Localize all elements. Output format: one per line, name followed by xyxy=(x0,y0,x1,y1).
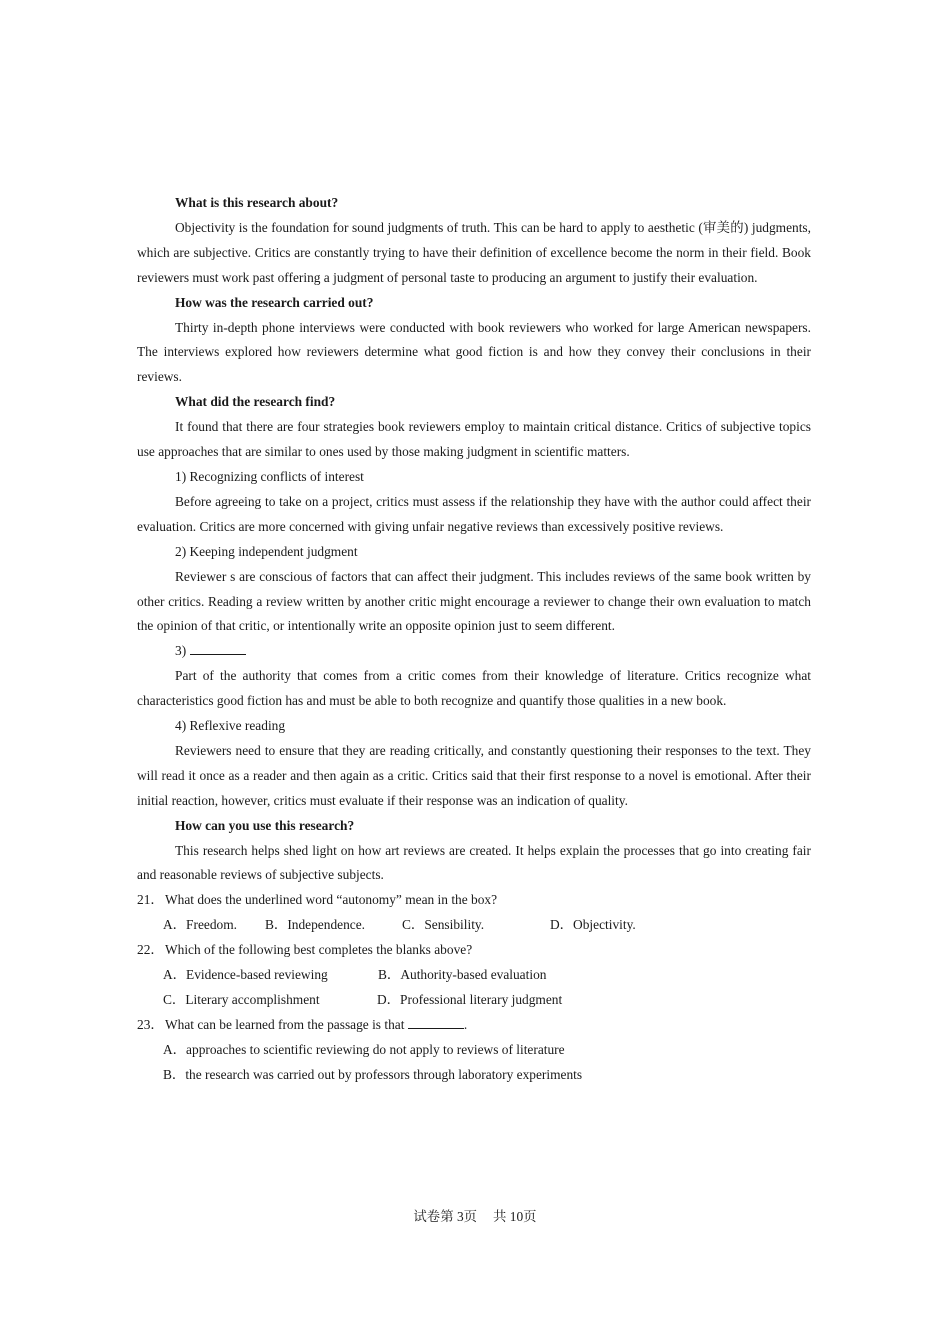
strategy-title: 4) Reflexive reading xyxy=(175,718,286,734)
option-b[interactable]: B．the research was carried out by professors through laboratory experiments xyxy=(163,1066,583,1082)
paragraph: Reviewers need to ensure that they are reading critically, and constantly questioning their responses to the text. They will read it once as a reader and then again as a critic. Critics said that their first response to a novel is emotional. After their initial reaction, however, critics must evaluate if their response was an indication of quality. xyxy=(137,742,811,808)
paragraph: Part of the authority that comes from a critic comes from their knowledge of literature. Critics recognize what characteristics good fiction has and must be able to both recognize and quantify those qualities in a new book. xyxy=(137,668,811,709)
option-d[interactable]: D．Objectivity. xyxy=(550,917,636,933)
strategy-number: 3) xyxy=(175,643,187,659)
page-number: 试卷第 3页 xyxy=(413,1209,478,1224)
answer-blank xyxy=(190,640,246,655)
option-c[interactable]: C．Sensibility. xyxy=(402,917,485,933)
answer-blank xyxy=(408,1014,464,1029)
page-total: 共 10页 xyxy=(493,1209,537,1224)
question-text: What can be learned from the passage is that xyxy=(165,1016,405,1032)
question-text: What does the underlined word “autonomy” mean in the box? xyxy=(165,892,498,908)
paragraph: This research helps shed light on how art reviews are created. It helps explain the processes that go into creating fair and reasonable reviews of subjective subjects. xyxy=(137,842,811,883)
question-22 xyxy=(137,938,811,963)
strategy-title: 2) Keeping independent judgment xyxy=(175,543,358,559)
option-b[interactable]: B．Independence. xyxy=(265,917,366,933)
page-footer xyxy=(0,1206,950,1225)
option-b[interactable]: B．Authority-based evaluation xyxy=(378,967,547,983)
question-text: Which of the following best completes the blanks above? xyxy=(165,942,473,958)
section-heading: How can you use this research? xyxy=(175,817,355,833)
options-23-row1 xyxy=(137,1038,811,1063)
question-number: 21． xyxy=(137,892,164,908)
option-a[interactable]: A．approaches to scientific reviewing do not apply to reviews of literature xyxy=(163,1041,565,1057)
options-22-row2 xyxy=(137,988,811,1013)
paragraph: It found that there are four strategies book reviewers employ to maintain critical distance. Critics of subjective topics use approaches that are similar to ones used by those making judgment in scientific matters. xyxy=(137,419,811,460)
option-c[interactable]: C．Literary accomplishment xyxy=(163,992,320,1007)
option-d[interactable]: D．Professional literary judgment xyxy=(377,992,563,1007)
passage-content xyxy=(137,191,811,1088)
strategy-title-blank xyxy=(137,639,811,664)
question-number: 22． xyxy=(137,942,164,958)
options-22-row1 xyxy=(137,963,811,988)
question-21 xyxy=(137,888,811,913)
question-text-end: . xyxy=(463,1016,468,1032)
section-heading: How was the research carried out? xyxy=(175,294,374,310)
paragraph: Reviewer s are conscious of factors that can affect their judgment. This includes reviews of the same book written by other critics. Reading a review written by another critic might encourage a reviewer to change their own evaluation to match the opinion of that critic, or intentionally write an opposite opinion just to seem different. xyxy=(137,568,811,634)
section-heading: What is this research about? xyxy=(175,195,339,210)
question-number: 23． xyxy=(137,1016,164,1032)
option-a[interactable]: A．Evidence-based reviewing xyxy=(163,967,328,983)
option-a[interactable]: A．Freedom. xyxy=(163,917,238,933)
paragraph: Objectivity is the foundation for sound judgments of truth. This can be hard to apply to aesthetic (审美的) judgments, which are subjective. Critics are constantly trying to have their definition of excellence become the norm in their field. Book reviewers must work past offering a judgment of personal taste to producing an argument to justify their evaluation. xyxy=(137,219,811,285)
section-heading: What did the research find? xyxy=(175,394,336,410)
paragraph: Thirty in-depth phone interviews were conducted with book reviewers who worked for large American newspapers. The interviews explored how reviewers determine what good fiction is and how they convey their conclusions in their reviews. xyxy=(137,319,811,385)
paragraph: Before agreeing to take on a project, critics must assess if the relationship they have with the author could affect their evaluation. Critics are more concerned with giving unfair negative reviews than excessively positive reviews. xyxy=(137,493,811,534)
options-21 xyxy=(137,913,811,938)
question-23 xyxy=(137,1013,811,1038)
options-23-row2 xyxy=(137,1063,811,1088)
strategy-title: 1) Recognizing conflicts of interest xyxy=(175,468,364,484)
